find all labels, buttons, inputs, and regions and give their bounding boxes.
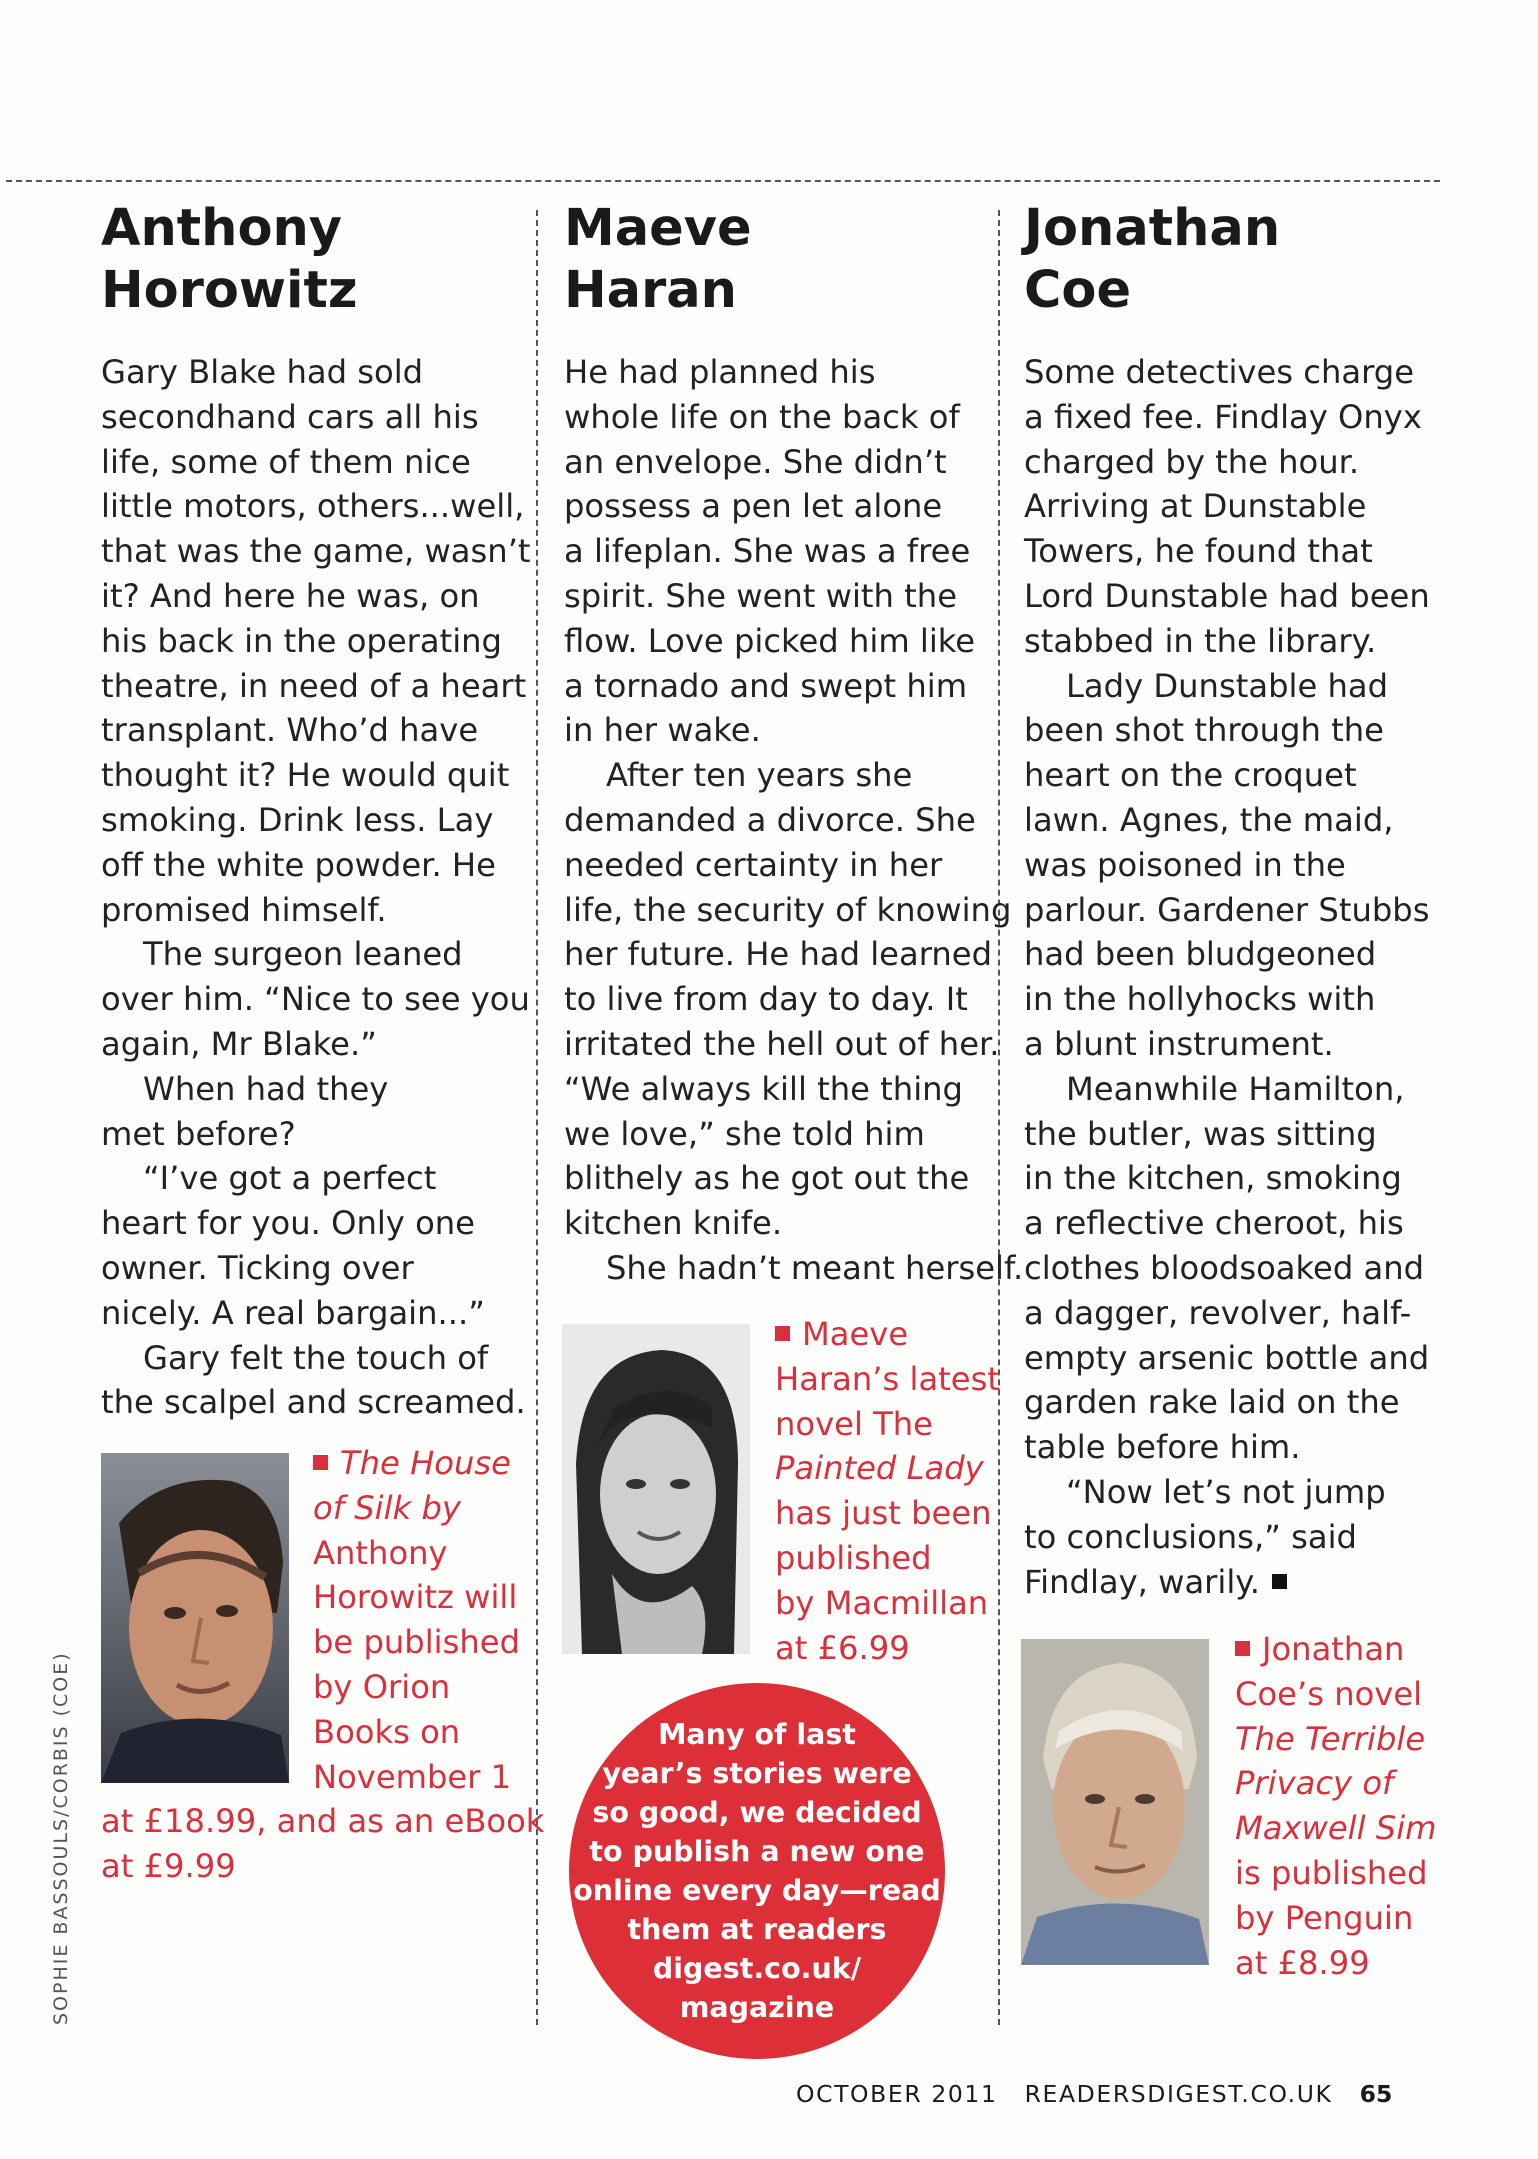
author-name: Maeve Haran [564, 199, 752, 320]
story-column-horowitz [101, 198, 531, 1425]
online-stories-promo-badge [569, 1683, 945, 2059]
portrait-woman-icon [562, 1324, 750, 1654]
column-divider-1 [536, 210, 538, 2025]
issue-date: OCTOBER 2011 [796, 2080, 998, 2108]
website-link[interactable]: READERSDIGEST.CO.UK [1024, 2080, 1333, 2108]
story-column-haran [564, 198, 1024, 1291]
book-caption-haran: Maeve Haran’s latest novel The Painted Lady has just been published by Macmillan at £6.99 [775, 1315, 1000, 1667]
story-text: Some detectives charge a fixed fee. Findlay Onyx charged by the hour. Arriving at Dunstable Towers, he found that Lord Dunstable had been stabbed in the library. Lady Dunstable had been shot through the heart on the croquet lawn. Agnes, the maid, was poisoned in the parlour. Gardener Stubbs had been bludgeoned in the hollyhocks with a blunt instrument. Meanwhile Hamilton, the butler, was sitting in the kitchen, smoking a reflective cheroot, his clothes bloodsoaked and a dagger, revolver, half- empty arsenic bottle and garden rake laid on the table before him. “Now let’s not jump to conclusions,” said Findlay, warily. [1024, 353, 1430, 1601]
story-text: Gary Blake had sold secondhand cars all his life, some of them nice little motors, others...well, that was the game, wasn’t it? And here he was, on his back in the operating theatre, in need of a heart transplant. Who’d have thought it? He would quit smoking. Drink less. Lay off the white powder. He promised himself. The surgeon leaned over him. “Nice to see you again, Mr Blake.” When had they met before? “I’ve got a perfect heart for you. Only one owner. Ticking over nicely. A real bargain...” Gary felt the touch of the scalpel and screamed. [101, 353, 531, 1422]
story-text: He had planned his whole life on the back of an envelope. She didn’t possess a pen let alone a lifeplan. She was a free spirit. She went with the flow. Love picked him like a tornado and swept him in her wake. After ten years she demanded a divorce. She needed certainty in her life, the security of knowing her future. He had learned to live from day to day. It irritated the hell out of her. “We always kill the thing we love,” she told him blithely as he got out the kitchen knife. She hadn’t meant herself. [564, 353, 1024, 1287]
portrait-man-icon [101, 1453, 289, 1783]
red-square-bullet-icon [313, 1455, 328, 1470]
column-divider-2 [998, 210, 1000, 2025]
red-square-bullet-icon [1235, 1641, 1250, 1656]
book-caption-coe: Jonathan Coe’s novel The Terrible Privacy of Maxwell Sim is published by Penguin at £8.99 [1235, 1630, 1437, 1982]
author-photo-coe [1021, 1639, 1209, 1965]
red-square-bullet-icon [775, 1326, 790, 1341]
page-number: 65 [1359, 2080, 1393, 2108]
promo-text: Many of last year’s stories were so good, we decided to publish a new one online every day—read them at readers digest.co.uk/ magazine [573, 1718, 941, 2024]
book-caption-horowitz-cont: at £18.99, and as an eBook at £9.99 [101, 1802, 545, 1885]
author-name: Jonathan Coe [1024, 199, 1281, 320]
author-photo-horowitz [101, 1453, 289, 1783]
photo-credit: SOPHIE BASSOULS/CORBIS (COE) [50, 1651, 72, 2025]
author-photo-haran [562, 1324, 750, 1654]
story-column-coe [1024, 198, 1444, 1604]
portrait-man-grey-hair-icon [1021, 1639, 1209, 1965]
book-caption-horowitz: The House of Silk by Anthony Horowitz will be published by Orion Books on November 1 [313, 1444, 521, 1796]
page-footer [796, 2080, 1392, 2108]
author-name: Anthony Horowitz [101, 199, 358, 320]
end-of-story-square-icon [1272, 1574, 1287, 1589]
top-dashed-rule [6, 180, 1440, 182]
